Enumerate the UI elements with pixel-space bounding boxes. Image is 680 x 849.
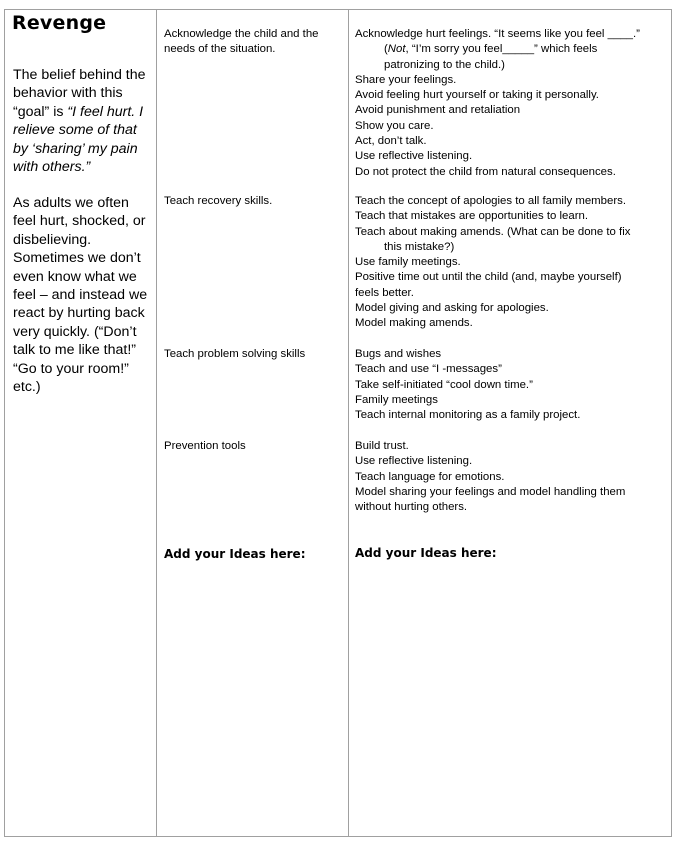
list-item: Model making amends.	[355, 317, 473, 330]
list-item: Positive time out until the child (and, maybe yourself)	[355, 271, 622, 284]
section-heading-prevention: Prevention tools	[164, 440, 246, 452]
list-item: Do not protect the child from natural consequences.	[355, 165, 616, 178]
list-item: Avoid punishment and retaliation	[355, 104, 521, 117]
list-item: feels better.	[355, 286, 414, 299]
section-items-problem-solving	[355, 347, 673, 423]
list-item: Take self-initiated “cool down time.”	[355, 378, 533, 391]
belief-prefix: The belief behind the behavior with this “goal” is	[13, 67, 146, 120]
list-item: Teach language for emotions.	[355, 470, 505, 483]
list-item: Show you care.	[355, 119, 434, 132]
section-heading-acknowledge: Acknowledge the child and the needs of the situation.	[164, 28, 319, 56]
list-item: Teach about making amends. (What can be done to fix	[355, 225, 631, 238]
list-item: Model giving and asking for apologies.	[355, 302, 549, 315]
actions-column	[349, 10, 671, 836]
list-item: Build trust.	[355, 440, 409, 452]
page-title: Revenge	[12, 12, 107, 34]
list-item: Family meetings	[355, 393, 438, 406]
list-item: Use reflective listening.	[355, 150, 473, 163]
list-item: Teach and use “I -messages”	[355, 363, 502, 376]
ideas-entry-area-actions[interactable]	[351, 570, 669, 834]
section-heading-recovery: Teach recovery skills.	[164, 195, 273, 207]
list-item: without hurting others.	[355, 501, 468, 514]
list-item: Use reflective listening.	[355, 455, 473, 468]
strategy-column	[157, 10, 349, 836]
section-heading-problem-solving: Teach problem solving skills	[164, 348, 306, 360]
goal-column	[5, 10, 157, 836]
list-item: Share your feelings.	[355, 73, 457, 86]
section-items-acknowledge	[355, 27, 673, 180]
section-items-prevention	[355, 439, 673, 515]
list-item: Bugs and wishes	[355, 348, 442, 360]
list-item: (Not, “I’m sorry you feel_____” which feels	[384, 43, 598, 56]
add-ideas-label: Add your Ideas here:	[164, 547, 306, 561]
add-ideas-label-actions: Add your Ideas here:	[355, 546, 497, 560]
belief-quote: “I feel hurt. I relieve some of that by ‘sharing’ my pain with others.”	[13, 103, 144, 176]
revenge-worksheet-table	[4, 9, 672, 837]
list-item: Teach that mistakes are opportunities to learn.	[355, 210, 589, 223]
list-item: this mistake?)	[384, 240, 455, 253]
adults-note-paragraph: As adults we often feel hurt, shocked, or disbelieving. Sometimes we don’t even know what we feel – and instead we react by hurting back very quickly. (“Don’t talk to me like that!” “Go to your room!” etc.)	[13, 195, 148, 396]
section-items-recovery	[355, 194, 673, 332]
list-item: Act, don’t talk.	[355, 135, 427, 148]
ideas-entry-area-strategy[interactable]	[159, 570, 346, 834]
list-item: Acknowledge hurt feelings. “It seems like you feel ____.”	[355, 28, 640, 40]
list-item: Teach the concept of apologies to all family members.	[355, 195, 626, 207]
belief-paragraph	[13, 66, 155, 176]
list-item: Model sharing your feelings and model handling them	[355, 485, 626, 498]
list-item: Use family meetings.	[355, 256, 461, 269]
list-item: patronizing to the child.)	[384, 58, 505, 71]
list-item: Teach internal monitoring as a family project.	[355, 409, 581, 422]
list-item: Avoid feeling hurt yourself or taking it personally.	[355, 89, 599, 102]
